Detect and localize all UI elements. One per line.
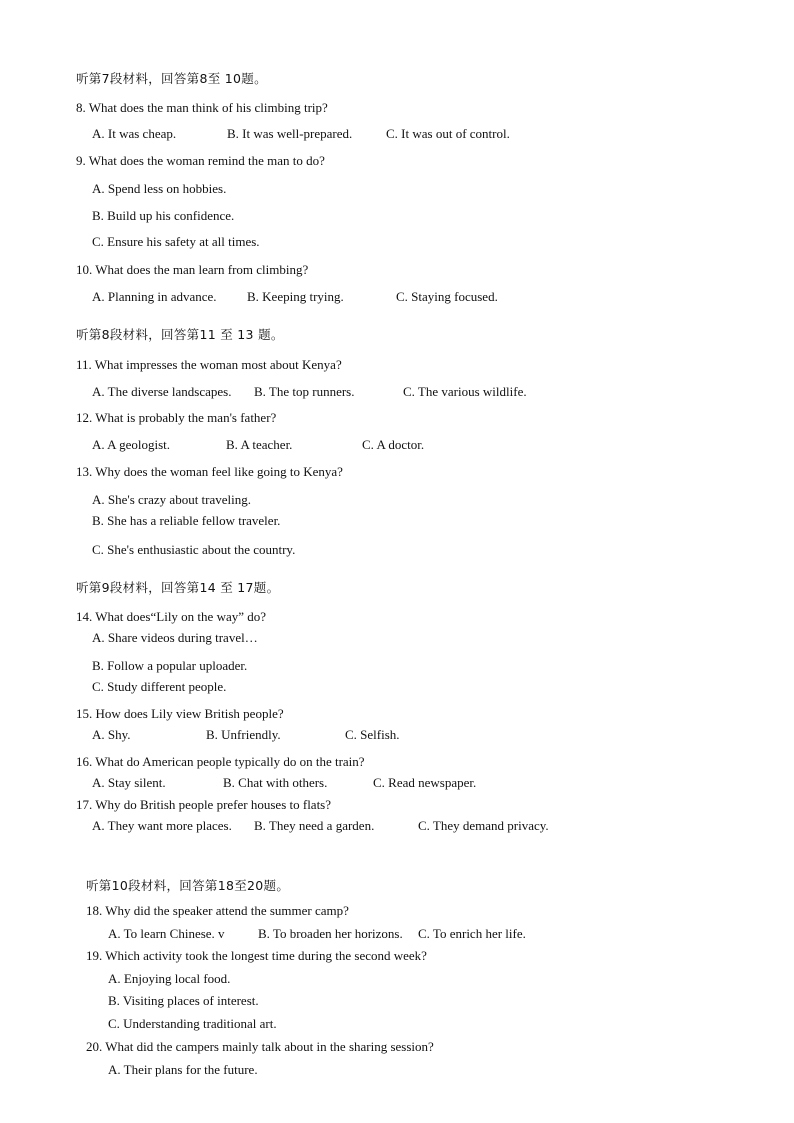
answer-option: C. To enrich her life. [418, 926, 526, 941]
question-stem: 18. Why did the speaker attend the summer camp? [86, 903, 349, 918]
question-stem: 16. What do American people typically do on the train? [76, 754, 365, 769]
answer-option: A. Spend less on hobbies. [92, 181, 227, 196]
answer-option: B. Visiting places of interest. [108, 993, 259, 1008]
answer-option: B. Chat with others. [223, 775, 328, 790]
answer-option: A. Shy. [92, 727, 131, 742]
answer-option: A. It was cheap. [92, 126, 177, 141]
question-stem: 10. What does the man learn from climbing? [76, 262, 309, 277]
answer-option: B. A teacher. [226, 437, 293, 452]
question-stem: 19. Which activity took the longest time during the second week? [86, 948, 427, 963]
answer-option: A. To learn Chinese. v [108, 926, 225, 941]
section-header: 听第9段材料，回答第14 至 17题。 [76, 580, 280, 595]
answer-option: B. Build up his confidence. [92, 208, 235, 223]
answer-option: C. They demand privacy. [418, 818, 549, 833]
answer-option: C. Ensure his safety at all times. [92, 234, 260, 249]
answer-option: B. The top runners. [254, 384, 355, 399]
answer-option: A. Their plans for the future. [108, 1062, 258, 1077]
question-stem: 8. What does the man think of his climbing trip? [76, 100, 328, 115]
answer-option: B. Follow a popular uploader. [92, 658, 248, 673]
answer-option: A. She's crazy about traveling. [92, 492, 252, 507]
answer-option: B. Keeping trying. [247, 289, 344, 304]
question-stem: 17. Why do British people prefer houses to flats? [76, 797, 332, 812]
answer-option: C. Read newspaper. [373, 775, 477, 790]
answer-option: A. Planning in advance. [92, 289, 217, 304]
answer-option: C. It was out of control. [386, 126, 510, 141]
answer-option: B. It was well-prepared. [227, 126, 353, 141]
question-stem: 14. What does“Lily on the way” do? [76, 609, 267, 624]
answer-option: A. Enjoying local food. [108, 971, 231, 986]
answer-option: B. She has a reliable fellow traveler. [92, 513, 281, 528]
answer-option: A. A geologist. [92, 437, 171, 452]
answer-option: C. She's enthusiastic about the country. [92, 542, 296, 557]
question-stem: 15. How does Lily view British people? [76, 706, 284, 721]
question-stem: 13. Why does the woman feel like going to Kenya? [76, 464, 343, 479]
answer-option: C. Selfish. [345, 727, 400, 742]
question-stem: 11. What impresses the woman most about Kenya? [76, 357, 342, 372]
section-header: 听第8段材料，回答第11 至 13 题。 [76, 327, 284, 342]
question-stem: 20. What did the campers mainly talk about in the sharing session? [86, 1039, 434, 1054]
answer-option: A. Stay silent. [92, 775, 166, 790]
question-stem: 9. What does the woman remind the man to do? [76, 153, 325, 168]
answer-option: A. They want more places. [92, 818, 232, 833]
answer-option: C. Staying focused. [396, 289, 498, 304]
answer-option: B. They need a garden. [254, 818, 375, 833]
answer-option: C. Study different people. [92, 679, 227, 694]
answer-option: C. Understanding traditional art. [108, 1016, 277, 1031]
answer-option: C. A doctor. [362, 437, 425, 452]
answer-option: B. To broaden her horizons. [258, 926, 403, 941]
answer-option: A. The diverse landscapes. [92, 384, 232, 399]
answer-option: B. Unfriendly. [206, 727, 281, 742]
answer-option: C. The various wildlife. [403, 384, 527, 399]
section-header: 听第7段材料，回答第8至 10题。 [76, 71, 267, 86]
answer-option: A. Share videos during travel… [92, 630, 258, 645]
question-stem: 12. What is probably the man's father? [76, 410, 277, 425]
section-header: 听第10段材料，回答第18至20题。 [86, 878, 290, 893]
